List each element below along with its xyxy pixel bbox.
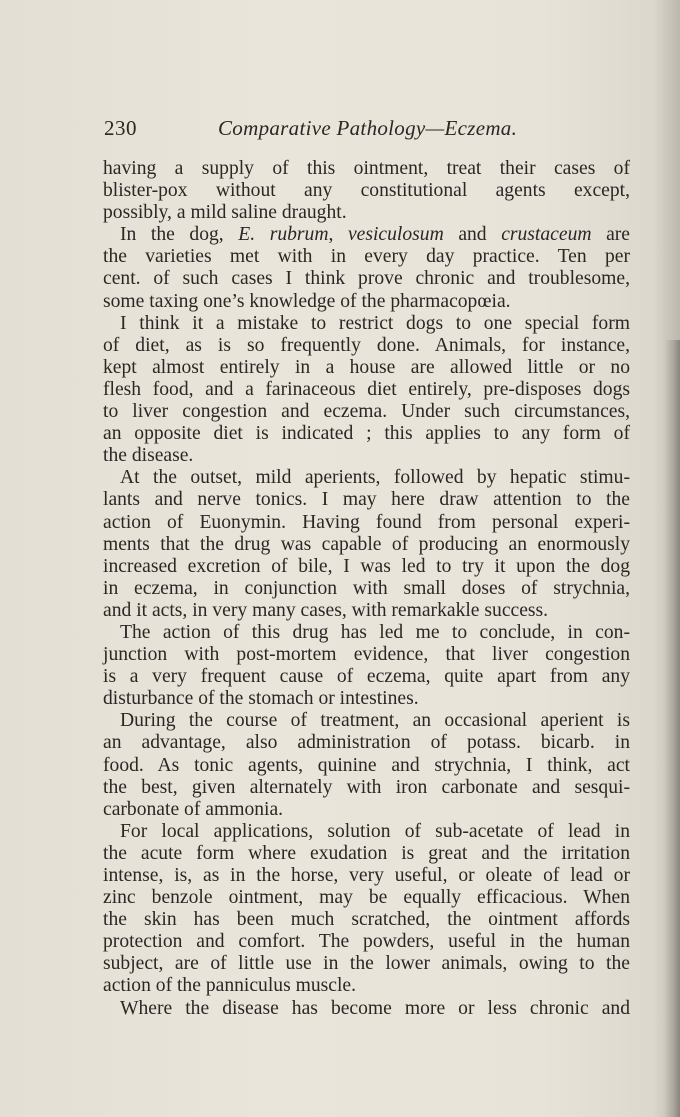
running-header [104, 116, 634, 146]
text-line: subject, are of little use in the lower animals, owing to the [103, 953, 630, 975]
page-edge-shadow [664, 340, 680, 1117]
text-line: increased excretion of bile, I was led to try it upon the dog [103, 555, 630, 577]
latin-term: E. rubrum [238, 224, 329, 246]
text-line: some taxing one’s knowledge of the pharmacopœia. [103, 290, 511, 312]
text-line: I think it a mistake to restrict dogs to one special form [120, 312, 630, 334]
text-line: blister-pox without any constitutional agents except, [103, 180, 630, 202]
text-line: The action of this drug has led me to conclude, in con- [120, 621, 630, 643]
text-line: During the course of treatment, an occasional aperient is [120, 710, 630, 732]
text-line: flesh food, and a farinaceous diet entirely, pre-disposes dogs [103, 378, 630, 400]
text-line: possibly, a mild saline draught. [103, 202, 347, 224]
text-line: action of Euonymin. Having found from personal experi- [103, 511, 630, 533]
text-line: the best, given alternately with iron carbonate and sesqui- [103, 776, 630, 798]
text-line: At the outset, mild aperients, followed by hepatic stimu- [120, 467, 630, 489]
text-line: For local applications, solution of sub-acetate of lead in [120, 820, 630, 842]
text-line: intense, is, as in the horse, very useful, or oleate of lead or [103, 865, 630, 886]
text-line: ments that the drug was capable of producing an enormously [103, 533, 630, 555]
text-line: of diet, as is so frequently done. Animals, for instance, [103, 334, 630, 356]
text-line: kept almost entirely in a house are allowed little or no [103, 356, 630, 378]
text-line: protection and comfort. The powders, useful in the human [103, 931, 630, 953]
text-line: food. As tonic agents, quinine and strychnia, I think, act [103, 754, 630, 776]
text-line: lants and nerve tonics. I may here draw attention to the [103, 489, 630, 511]
text-line: In the dog, E. rubrum, vesiculosum and crustaceum are [120, 224, 631, 246]
text-line: zinc benzole ointment, may be equally efficacious. When [103, 887, 630, 909]
text-line: the acute form where exudation is great and the irritation [103, 842, 630, 864]
latin-term: crustaceum [501, 224, 592, 246]
text-line: in eczema, in conjunction with small doses of strychnia, [103, 577, 630, 599]
body-text [103, 158, 630, 1020]
text-line: carbonate of ammonia. [103, 798, 284, 820]
text-line: to liver congestion and eczema. Under such circumstances, [103, 401, 630, 423]
text-line: is a very frequent cause of eczema, quite apart from any [103, 666, 630, 688]
text-line: disturbance of the stomach or intestines. [103, 688, 419, 710]
text-line: having a supply of this ointment, treat their cases of [103, 158, 630, 179]
text-line: an opposite diet is indicated ; this applies to any form of [103, 423, 630, 445]
latin-term: vesiculosum [347, 224, 444, 246]
text-line: action of the panniculus muscle. [103, 975, 357, 997]
text-line: Where the disease has become more or less chronic and [120, 997, 630, 1019]
text-line: the disease. [103, 445, 194, 467]
text-line: the skin has been much scratched, the ointment affords [103, 909, 630, 931]
text-line: and it acts, in very many cases, with remarkakle success. [103, 599, 549, 621]
text-line: an advantage, also administration of potass. bicarb. in [103, 732, 630, 754]
page-number: 230 [104, 116, 137, 140]
text-line: cent. of such cases I think prove chronic and troublesome, [103, 268, 630, 290]
running-title: Comparative Pathology—Eczema. [218, 116, 518, 140]
text-line: junction with post-mortem evidence, that liver congestion [103, 644, 630, 666]
text-line: the varieties met with in every day practice. Ten per [103, 246, 630, 268]
